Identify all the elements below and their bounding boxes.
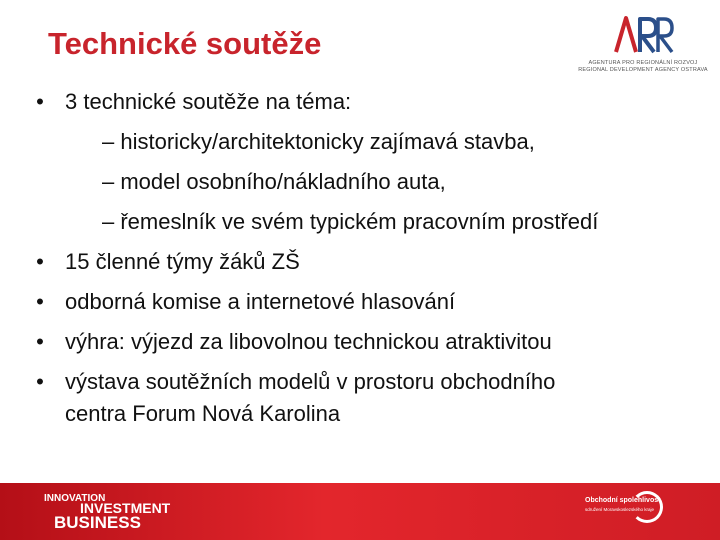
iib-logo-line2: INVESTMENT (80, 500, 171, 516)
sub-list-item (30, 164, 710, 204)
bullet-marker: • (36, 249, 44, 274)
list-item-continuation (30, 396, 710, 436)
list-item-text: 15 členné týmy žáků ZŠ (65, 249, 300, 274)
arr-logo-icon (614, 14, 674, 54)
logo-text-cz: AGENTURA PRO REGIONÁLNÍ ROZVOJ (588, 60, 698, 66)
sub-list-item-text: – model osobního/nákladního auta, (102, 169, 446, 194)
slide-title: Technické soutěže (48, 26, 322, 61)
list-item-text: výstava soutěžních modelů v prostoru obchodního (65, 369, 556, 394)
sub-list-item-text: – historicky/architektonicky zajímavá stavba, (102, 129, 535, 154)
list-item (30, 284, 710, 324)
sub-list-item (30, 204, 710, 244)
list-item (30, 244, 710, 284)
bullet-marker: • (36, 369, 44, 394)
iib-logo-line3: BUSINESS (54, 513, 141, 532)
bullet-marker: • (36, 289, 44, 314)
bullet-marker: • (36, 89, 44, 114)
list-item-text: centra Forum Nová Karolina (65, 401, 341, 426)
list-item (30, 84, 710, 124)
iib-logo-line1: INNOVATION (44, 493, 106, 504)
list-item-text: výhra: výjezd za libovolnou technickou atraktivitou (65, 329, 552, 354)
sub-list-item-text: – řemeslník ve svém typickém pracovním prostředí (102, 209, 599, 234)
bullet-marker: • (36, 329, 44, 354)
bullet-list (30, 84, 710, 436)
list-item-text: 3 technické soutěže na téma: (65, 89, 352, 114)
arr-logo (578, 14, 708, 78)
partner-logo-line1: Obchodní spolehlivost (585, 497, 661, 504)
sub-list-item (30, 124, 710, 164)
logo-text-en: REGIONAL DEVELOPMENT AGENCY OSTRAVA (578, 67, 708, 73)
list-item-text: odborná komise a internetové hlasování (65, 289, 456, 314)
partner-logo (585, 491, 675, 531)
partner-logo-line2: sdružení Moravskoslezského kraje (585, 507, 655, 512)
list-item (30, 324, 710, 364)
